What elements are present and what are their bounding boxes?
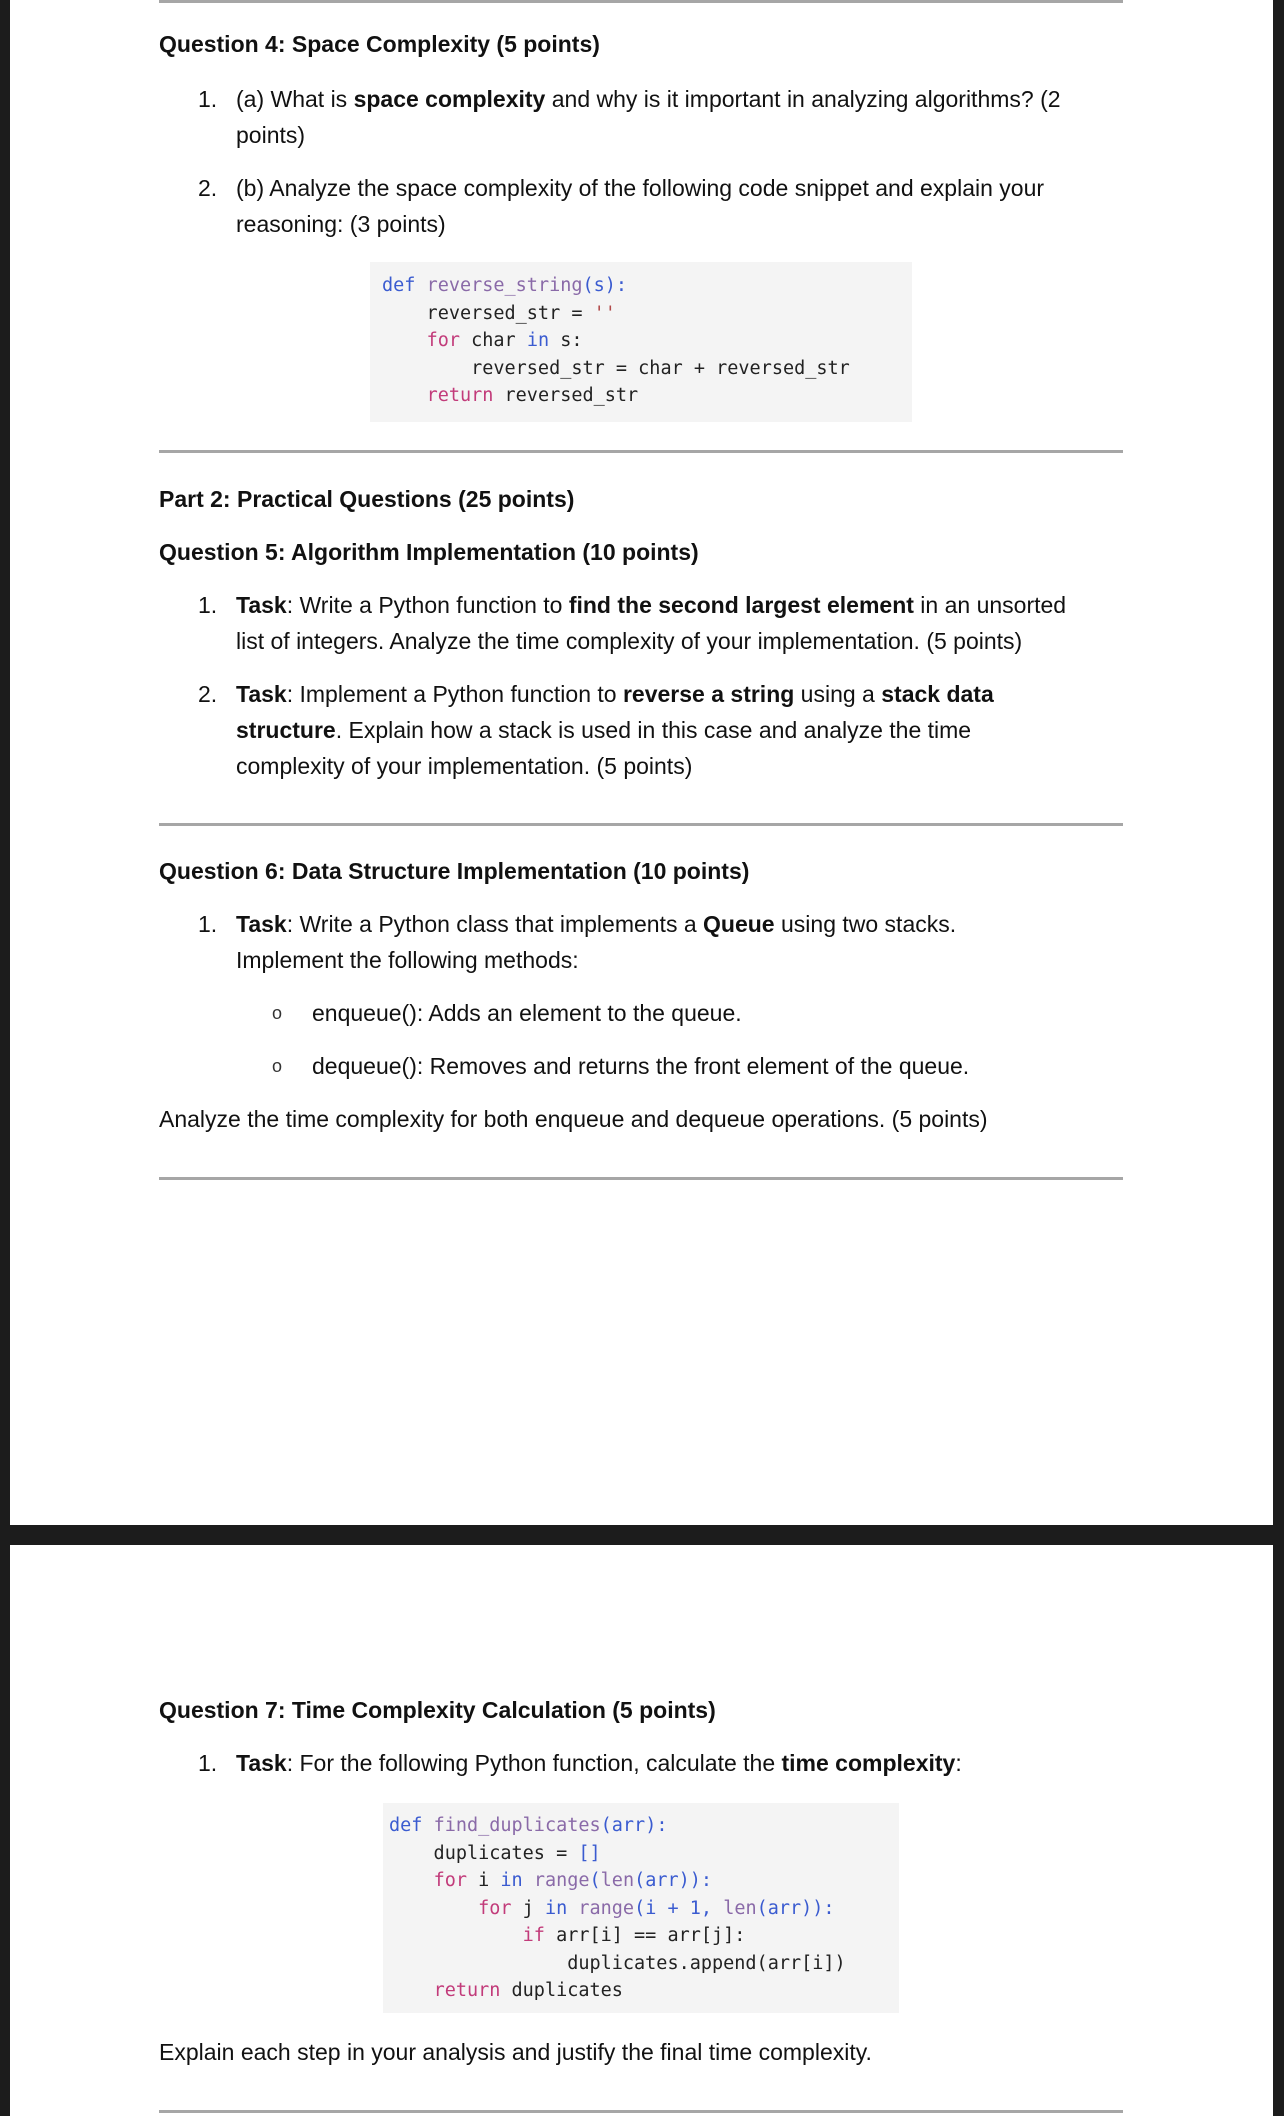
list-number: 1.: [198, 592, 218, 618]
q5-task-2-line-3: [236, 753, 692, 780]
divider: [159, 450, 1123, 453]
code-token: in: [544, 1897, 568, 1919]
bold-text: Queue: [703, 911, 775, 937]
code-line: [389, 1922, 899, 1950]
code-token: (i + 1,: [634, 1897, 724, 1919]
code-token: (arr)):: [634, 1870, 713, 1891]
code-token: range: [578, 1897, 635, 1919]
code-line: [389, 1977, 899, 2005]
code-block-find-duplicates: [383, 1803, 899, 2013]
code-token: reversed_str: [493, 385, 639, 406]
q5-task-2-line-1: [236, 681, 994, 708]
code-token: reversed_str =: [382, 302, 594, 324]
code-token: s:: [549, 330, 583, 351]
code-token: char: [459, 330, 527, 351]
code-token: reverse_string: [426, 275, 583, 296]
list-number: 1.: [198, 86, 218, 112]
bold-text: Task: [236, 592, 287, 618]
bold-text: reverse a string: [622, 681, 795, 707]
text-run: Implement the following methods:: [236, 947, 579, 973]
text-run: : Write a Python function to: [286, 592, 569, 618]
code-token: '': [593, 302, 616, 324]
code-token: def: [382, 275, 427, 296]
list-number: 2.: [198, 175, 218, 201]
code-token: j: [511, 1897, 545, 1919]
divider: [159, 823, 1123, 826]
code-token: for: [426, 330, 460, 351]
code-token: (arr):: [600, 1815, 668, 1836]
code-token: [389, 1870, 434, 1891]
text-run: using a: [794, 681, 882, 707]
q4b-text-cont: reasoning: (3 points): [236, 211, 446, 237]
text-run: . Explain how a stack is used in this case and analyze the time: [335, 717, 972, 743]
code-line: [389, 1895, 899, 1923]
code-line: [382, 272, 912, 300]
code-token: duplicates.append(arr[i]): [389, 1952, 846, 1974]
bullet-icon: o: [272, 1003, 283, 1023]
code-token: []: [578, 1842, 601, 1864]
code-block-reverse-string: [370, 262, 912, 422]
q4a-text: [236, 86, 1061, 113]
code-token: reversed_str = char + reversed_str: [382, 357, 850, 379]
code-line: [389, 1812, 899, 1840]
code-token: duplicates: [500, 1980, 623, 2001]
q6-footer: Analyze the time complexity for both enqueue and dequeue operations. (5 points): [159, 1106, 988, 1132]
code-line: [389, 1840, 899, 1868]
code-token: (s):: [582, 275, 628, 296]
code-token: [567, 1898, 578, 1919]
q5-task-1-line-2: [236, 628, 1022, 655]
code-token: (: [589, 1870, 601, 1891]
text-run: in an unsorted: [913, 592, 1067, 618]
code-token: return: [426, 385, 494, 406]
text-run: complexity of your implementation. (5 points): [236, 753, 693, 779]
q7-footer: Explain each step in your analysis and justify the final time complexity.: [159, 2039, 872, 2065]
bold-text: find the second largest element: [568, 592, 914, 618]
code-token: range: [533, 1870, 590, 1891]
question-7-heading: Question 7: Time Complexity Calculation (5 points): [159, 1697, 716, 1723]
document-page-1: [10, 0, 1273, 1525]
q6-task-line-2: [236, 947, 579, 974]
code-token: find_duplicates: [433, 1815, 601, 1836]
list-number: 2.: [198, 681, 218, 707]
bold-text: stack data: [881, 681, 994, 707]
code-token: for: [478, 1897, 512, 1919]
code-token: len: [600, 1870, 635, 1891]
code-token: (arr)):: [756, 1897, 835, 1919]
text-run: : Write a Python class that implements a: [286, 911, 704, 937]
code-line: [382, 327, 912, 355]
code-token: in: [526, 330, 550, 351]
q5-task-1-line-1: [236, 592, 1066, 619]
code-line: [382, 300, 912, 328]
text-run: list of integers. Analyze the time complexity of your implementation. (5 points): [236, 628, 1023, 654]
bold-text: Task: [236, 1750, 287, 1776]
code-token: [382, 330, 427, 351]
code-token: def: [389, 1815, 434, 1836]
document-page-2: [10, 1545, 1273, 2116]
bullet-icon: o: [272, 1056, 283, 1076]
bold-text: structure: [236, 717, 336, 743]
code-token: [389, 1898, 478, 1919]
code-token: for: [433, 1870, 467, 1891]
text-run: :: [955, 1750, 962, 1776]
question-4-heading: Question 4: Space Complexity (5 points): [159, 31, 600, 57]
code-token: [523, 1870, 534, 1891]
code-token: [382, 385, 427, 406]
divider: [159, 2110, 1123, 2113]
code-token: duplicates =: [389, 1842, 579, 1864]
text-run: (a) What is: [236, 86, 354, 112]
q6-bullet-enqueue: enqueue(): Adds an element to the queue.: [312, 1000, 742, 1026]
q5-task-2-line-2: [236, 717, 971, 744]
code-token: if: [522, 1925, 545, 1946]
bold-text: Task: [236, 681, 287, 707]
code-token: [389, 1925, 523, 1946]
q7-task-line-1: [236, 1750, 962, 1777]
list-number: 1.: [198, 911, 218, 937]
part-2-heading: Part 2: Practical Questions (25 points): [159, 486, 575, 512]
text-run: : For the following Python function, calculate the: [286, 1750, 782, 1776]
q6-task-line-1: [236, 911, 956, 938]
code-token: in: [500, 1870, 523, 1891]
divider: [159, 0, 1123, 3]
question-5-heading: Question 5: Algorithm Implementation (10 points): [159, 539, 699, 565]
code-line: [382, 382, 912, 410]
q6-bullet-dequeue: dequeue(): Removes and returns the front element of the queue.: [312, 1053, 970, 1079]
bold-text: space complexity: [353, 86, 546, 112]
code-token: [389, 1980, 434, 2001]
text-run: using two stacks.: [774, 911, 957, 937]
text-run: : Implement a Python function to: [286, 681, 623, 707]
code-token: i: [466, 1870, 501, 1891]
divider: [159, 1177, 1123, 1180]
code-line: [389, 1867, 899, 1895]
code-line: [382, 355, 912, 383]
bold-text: Task: [236, 911, 287, 937]
code-token: return: [433, 1980, 501, 2001]
code-token: len: [723, 1897, 757, 1919]
list-number: 1.: [198, 1750, 218, 1776]
code-line: [389, 1950, 899, 1978]
text-run: and why is it important in analyzing algorithms? (2: [545, 86, 1061, 112]
bold-text: time complexity: [781, 1750, 956, 1776]
q4b-text: (b) Analyze the space complexity of the following code snippet and explain your: [236, 175, 1045, 201]
question-6-heading: Question 6: Data Structure Implementation (10 points): [159, 858, 750, 884]
q4a-text-cont: points): [236, 122, 306, 148]
code-token: arr[i] == arr[j]:: [544, 1925, 746, 1946]
